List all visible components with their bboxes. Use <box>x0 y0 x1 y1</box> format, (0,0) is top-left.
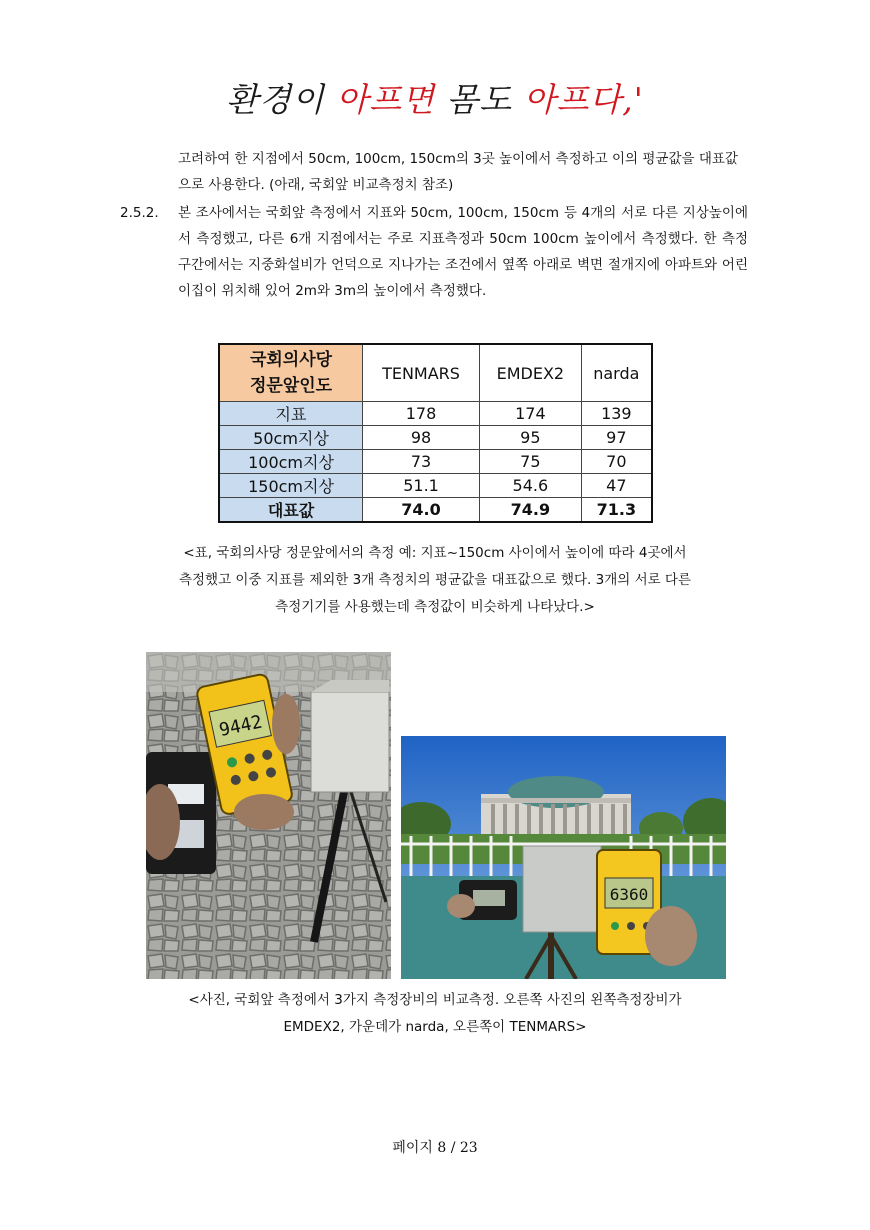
column-header: narda <box>581 344 652 402</box>
photo-national-assembly-illustration <box>401 736 726 979</box>
table-cell: 71.3 <box>581 498 652 523</box>
table-cell: 74.9 <box>480 498 582 523</box>
meter-display-value: 9442 <box>217 711 265 741</box>
page-banner <box>0 74 870 121</box>
table-row-representative <box>219 498 652 523</box>
row-label: 150cm지상 <box>219 474 363 498</box>
paragraph-continued: 고려하여 한 지점에서 50cm, 100cm, 150cm의 3곳 높이에서 측정하고 이의 평균값을 대표값으로 사용한다. (아래, 국회앞 비교측정치 참조) <box>178 151 738 193</box>
row-label: 대표값 <box>219 498 363 523</box>
caption-line: 측정했고 이중 지표를 제외한 3개 측정치의 평균값을 대표값으로 했다. 3개의 서로 다른 <box>178 572 692 588</box>
measurement-table <box>218 343 653 523</box>
table-caption <box>100 540 770 621</box>
table-cell: 174 <box>480 402 582 426</box>
photo-national-assembly <box>401 736 726 979</box>
table-cell: 75 <box>480 450 582 474</box>
table-cell: 97 <box>581 426 652 450</box>
row-label: 지표 <box>219 402 363 426</box>
table-cell: 54.6 <box>480 474 582 498</box>
table-cell: 73 <box>363 450 480 474</box>
table-cell: 98 <box>363 426 480 450</box>
banner-text-1: 환경이 <box>226 80 337 119</box>
banner-text-4: 아프다,' <box>523 80 644 119</box>
table-cell: 74.0 <box>363 498 480 523</box>
corner-line-2: 정문앞인도 <box>249 376 333 396</box>
corner-line-1: 국회의사당 <box>249 350 333 370</box>
table-cell: 139 <box>581 402 652 426</box>
table-cell: 178 <box>363 402 480 426</box>
photo-meters-closeup <box>146 652 391 979</box>
meter-display-value: 6360 <box>609 885 649 904</box>
column-header: TENMARS <box>363 344 480 402</box>
section-paragraph: 본 조사에서는 국회앞 측정에서 지표와 50cm, 100cm, 150cm 등 4개의 서로 다른 지상높이에서 측정했고, 다른 6개 지점에서는 주로 지표측정과 50cm 100cm 높이에서 측정했다. 한 측정구간에서는 지중화설비가 언덕으로 지나가는 조건에서 옆쪽 아래로 벽면 절개지에 아파트와 어린이집이 위치해 있어 2m와 3m의 높이에서 측정했다. <box>178 205 748 299</box>
banner-text-2: 아프면 <box>336 80 447 119</box>
table-row <box>219 474 652 498</box>
table-corner-header <box>219 344 363 402</box>
row-label: 100cm지상 <box>219 450 363 474</box>
table-row <box>219 450 652 474</box>
table-cell: 70 <box>581 450 652 474</box>
table-row <box>219 426 652 450</box>
section-number: 2.5.2. <box>120 205 159 221</box>
caption-line: EMDEX2, 가운데가 narda, 오른쪽이 TENMARS> <box>283 1019 587 1035</box>
caption-line: <표, 국회의사당 정문앞에서의 측정 예: 지표~150cm 사이에서 높이에 따라 4곳에서 <box>183 545 687 561</box>
caption-line: <사진, 국회앞 측정에서 3가지 측정장비의 비교측정. 오른쪽 사진의 왼쪽측정장비가 <box>188 992 682 1008</box>
table-cell: 51.1 <box>363 474 480 498</box>
banner-text-3: 몸도 <box>446 80 524 119</box>
column-header: EMDEX2 <box>480 344 582 402</box>
caption-line: 측정기기를 사용했는데 측정값이 비슷하게 나타났다.> <box>275 599 595 615</box>
table-row <box>219 402 652 426</box>
row-label: 50cm지상 <box>219 426 363 450</box>
photo-meters-closeup-illustration <box>146 652 391 979</box>
table-cell: 47 <box>581 474 652 498</box>
table-cell: 95 <box>480 426 582 450</box>
page-number: 페이지 8 / 23 <box>392 1140 478 1156</box>
photo-caption <box>100 987 770 1041</box>
